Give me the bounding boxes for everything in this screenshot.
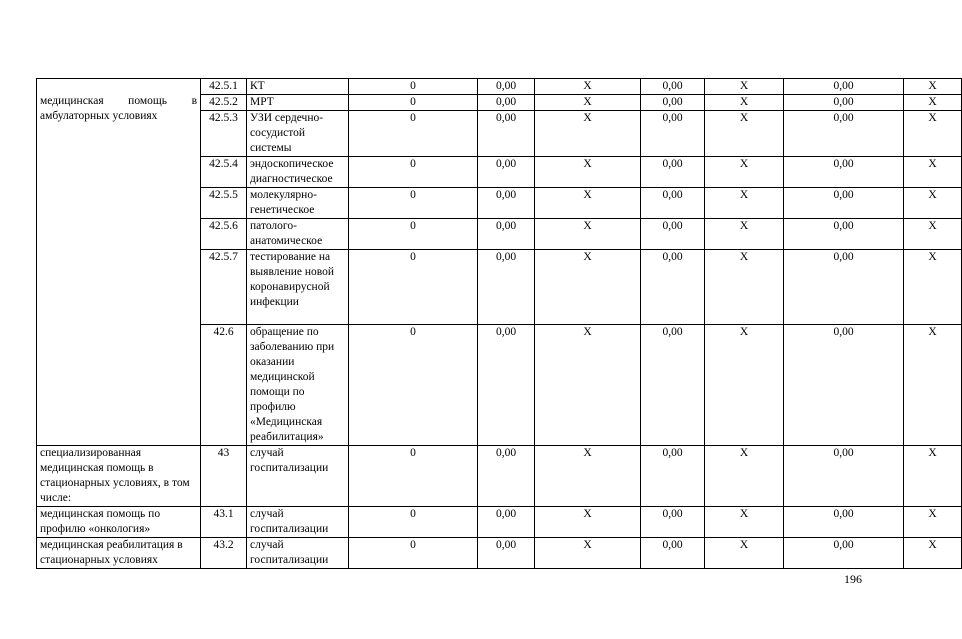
cell-value: Х (904, 79, 962, 95)
cell-value: 0 (349, 538, 478, 569)
row-code: 42.5.2 (201, 95, 247, 111)
cell-value: Х (904, 446, 962, 507)
cell-value: 0 (349, 157, 478, 188)
row-code: 42.5.5 (201, 188, 247, 219)
cell-value: 0,00 (478, 111, 535, 157)
row-label-ambulatory (37, 79, 201, 446)
table-row (37, 507, 962, 538)
cell-value: 0,00 (641, 111, 705, 157)
cell-value: Х (535, 79, 641, 95)
row-label: медицинская помощь по профилю «онкология» (37, 507, 201, 538)
row-code: 42.5.7 (201, 250, 247, 325)
cell-value: Х (705, 325, 784, 446)
page-number: 196 (844, 572, 862, 586)
cell-value: 0 (349, 325, 478, 446)
cell-value: 0 (349, 188, 478, 219)
cell-value: Х (904, 157, 962, 188)
cell-value: 0 (349, 95, 478, 111)
row-unit: обращение по заболеванию при оказании медицинской помощи по профилю «Медицинская реабилитация» (247, 325, 349, 446)
row-unit: случай госпитализации (247, 446, 349, 507)
cell-value: 0,00 (784, 111, 904, 157)
cell-value: 0,00 (641, 188, 705, 219)
cell-value: 0 (349, 250, 478, 325)
row-code: 42.5.3 (201, 111, 247, 157)
row-code: 43.2 (201, 538, 247, 569)
row-label-line: амбулаторных условиях (40, 110, 158, 122)
table-row (37, 446, 962, 507)
cell-value: 0,00 (784, 325, 904, 446)
row-label-line: медицинская помощь в (40, 95, 197, 107)
cell-value: 0,00 (784, 157, 904, 188)
cell-value: 0,00 (784, 219, 904, 250)
cell-value: 0,00 (478, 538, 535, 569)
cell-value: 0,00 (641, 250, 705, 325)
row-unit: случай госпитализации (247, 507, 349, 538)
cell-value: 0,00 (478, 250, 535, 325)
data-table (36, 78, 962, 569)
cell-value: Х (535, 538, 641, 569)
cell-value: Х (535, 507, 641, 538)
cell-value: Х (904, 111, 962, 157)
cell-value: 0,00 (784, 188, 904, 219)
cell-value: 0 (349, 446, 478, 507)
cell-value: Х (705, 250, 784, 325)
cell-value: 0,00 (641, 538, 705, 569)
cell-value: 0,00 (641, 507, 705, 538)
cell-value: Х (904, 507, 962, 538)
cell-value: 0,00 (784, 95, 904, 111)
row-code: 42.5.1 (201, 79, 247, 95)
cell-value: Х (904, 325, 962, 446)
cell-value: 0,00 (478, 95, 535, 111)
row-unit: тестирование на выявление новой коронавирусной инфекции (247, 250, 349, 325)
row-unit: УЗИ сердечно-сосудистой системы (247, 111, 349, 157)
cell-value: 0,00 (641, 219, 705, 250)
cell-value: Х (535, 219, 641, 250)
row-label: медицинская реабилитация в стационарных условиях (37, 538, 201, 569)
cell-value: Х (705, 79, 784, 95)
table-row (37, 538, 962, 569)
cell-value: Х (705, 538, 784, 569)
cell-value: Х (904, 250, 962, 325)
table-row (37, 79, 962, 95)
cell-value: Х (705, 95, 784, 111)
cell-value: Х (535, 188, 641, 219)
cell-value: 0,00 (641, 446, 705, 507)
cell-value: Х (705, 157, 784, 188)
cell-value: Х (535, 111, 641, 157)
cell-value: Х (535, 325, 641, 446)
row-code: 42.5.6 (201, 219, 247, 250)
cell-value: Х (535, 446, 641, 507)
cell-value: Х (904, 219, 962, 250)
cell-value: Х (705, 507, 784, 538)
row-unit: МРТ (247, 95, 349, 111)
cell-value: Х (904, 188, 962, 219)
row-code: 43 (201, 446, 247, 507)
cell-value: 0,00 (641, 95, 705, 111)
row-code: 43.1 (201, 507, 247, 538)
cell-value: 0,00 (478, 157, 535, 188)
cell-value: Х (904, 95, 962, 111)
cell-value: Х (705, 111, 784, 157)
row-code: 42.6 (201, 325, 247, 446)
cell-value: 0,00 (478, 219, 535, 250)
cell-value: 0,00 (478, 446, 535, 507)
row-unit: молекулярно-генетическое (247, 188, 349, 219)
cell-value: 0 (349, 507, 478, 538)
cell-value: 0,00 (478, 325, 535, 446)
cell-value: Х (535, 157, 641, 188)
cell-value: Х (705, 219, 784, 250)
cell-value: 0,00 (478, 79, 535, 95)
row-code: 42.5.4 (201, 157, 247, 188)
cell-value: 0 (349, 219, 478, 250)
cell-value: 0,00 (478, 188, 535, 219)
row-unit: эндоскопическое диагностическое (247, 157, 349, 188)
cell-value: 0,00 (478, 507, 535, 538)
cell-value: 0,00 (784, 79, 904, 95)
row-label: специализированная медицинская помощь в стационарных условиях, в том числе: (37, 446, 201, 507)
cell-value: 0 (349, 79, 478, 95)
row-unit: случай госпитализации (247, 538, 349, 569)
cell-value: 0,00 (784, 538, 904, 569)
cell-value: 0,00 (784, 250, 904, 325)
cell-value: 0,00 (641, 325, 705, 446)
cell-value: Х (904, 538, 962, 569)
cell-value: Х (535, 250, 641, 325)
cell-value: 0,00 (641, 79, 705, 95)
cell-value: Х (705, 446, 784, 507)
cell-value: 0 (349, 111, 478, 157)
cell-value: 0,00 (784, 446, 904, 507)
cell-value: 0,00 (784, 507, 904, 538)
cell-value: Х (535, 95, 641, 111)
row-unit: КТ (247, 79, 349, 95)
cell-value: 0,00 (641, 157, 705, 188)
cell-value: Х (705, 188, 784, 219)
row-unit: патолого-анатомическое (247, 219, 349, 250)
